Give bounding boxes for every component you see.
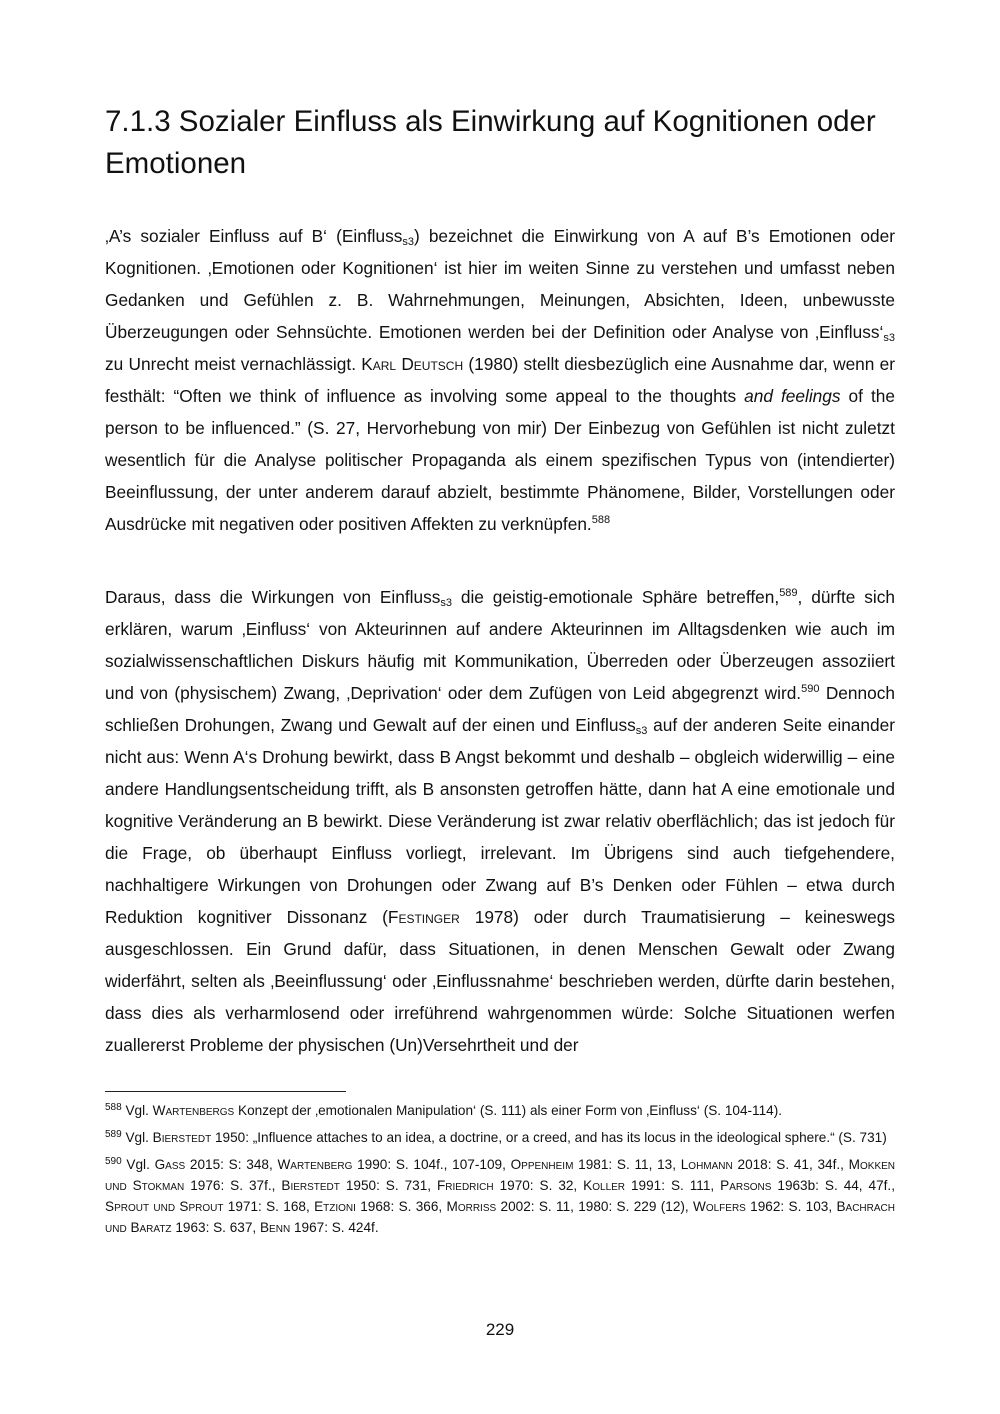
author-name: Wartenberg [277,1157,353,1172]
footnote-589 [105,1127,895,1148]
text-span: zu Unrecht meist vernachlässigt. [105,354,362,374]
text-span: 2002: S. 11, 1980: S. 229 (12), [496,1199,694,1214]
text-span: ‚A’s sozialer Einfluss auf B‘ (Einfluss [105,226,403,246]
text-span: 1963b: S. 44, 47f., [771,1178,895,1193]
author-name: Koller [583,1178,626,1193]
footnote-number: 590 [105,1156,122,1167]
text-span: 1991: S. 111, [625,1178,721,1193]
text-span: 2018: S. 41, 34f., [732,1157,849,1172]
emphasis: and feelings [744,386,841,406]
text-span: Dennoch schließen Drohungen, Zwang und Gewalt auf der einen und Einfluss [105,683,895,735]
author-name: Bachrach und Baratz [105,1199,895,1235]
author-name: Bierstedt [281,1178,340,1193]
text-span: 1981: S. 11, 13, [573,1157,681,1172]
text-span: auf der anderen Seite einander nicht aus: Wenn A‘s Drohung bewirkt, dass B Angst bekommt und deshalb – obgleich widerwillig – eine andere Handlungsentscheidung trifft, als B ansonsten getroffen hätte, dann hat A eine emotionale und kognitive Veränderung an B bewirkt. Diese Veränderung ist zwar relativ oberflächlich; das ist jedoch für die Frage, ob überhaupt Einfluss vorliegt, irrelevant. Im Übrigens sind auch tiefgehendere, nachhaltigere Wirkungen von Drohungen oder Zwang auf B’s Denken oder Fühlen – etwa durch Reduktion kognitiver Dissonanz ( [105,715,895,927]
author-name: Karl Deutsch [361,354,464,374]
text-span: Daraus, dass die Wirkungen von Einfluss [105,587,441,607]
author-name: Wartenbergs [152,1103,235,1118]
text-span: die geistig-emotionale Sphäre betreffen, [451,587,780,607]
page-number: 229 [485,1320,515,1339]
author-name: Oppenheim [510,1157,574,1172]
footnote-number: 589 [105,1129,122,1140]
footnotes [105,1100,895,1244]
author-name: Parsons [720,1178,772,1193]
text-span: , dürfte sich erklären, warum ‚Einfluss‘ von Akteurinnen auf andere Akteurinnen im Alltagsdenken wie auch im sozialwissenschaftlichen Diskurs häufig mit Kommunikation, Überreden oder Überzeugen assoziiert und von (physischem) Zwang, ‚Deprivation‘ oder dem Zufügen von Leid abgegrenzt wird. [105,587,895,703]
author-name: Festinger [387,907,460,927]
text-span: 1950: S. 731, [339,1178,437,1193]
author-name: Morriss [446,1199,497,1214]
text-span: of the person to be influenced.” (S. 27, Hervorhebung von mir) Der Einbezug von Gefühlen ist nicht zuletzt wesentlich für die Analyse politischer Propaganda als einem spezifischen Typus von (intendierter) Beeinflussung, der unter anderem darauf abzielt, bestimmte Phänomene, Bilder, Vorstellungen oder Ausdrücke mit negativen oder positiven Affekten zu verknüpfen. [105,386,895,534]
text-span: 1950: „Influence attaches to an idea, a doctrine, or a creed, and has its locus in the ideological sphere.“ (S. 731) [211,1130,887,1145]
author-name: Wolfers [693,1199,746,1214]
paragraph-2 [105,581,895,1061]
subscript-s3: s3 [635,725,648,737]
text-span: ) bezeichnet die Einwirkung von A auf B’s Emotionen oder Kognitionen. ‚Emotionen oder Kognitionen‘ ist hier im weiten Sinne zu verstehen und umfasst neben Gedanken und Gefühlen z. B. Wahrnehmungen, Meinungen, Absichten, Ideen, unbewusste Überzeugungen oder Sehnsüchte. Emotionen werden bei der Definition oder Analyse von ‚Einfluss‘ [105,226,896,342]
text-span: (1980) stellt diesbezüglich eine Ausnahme dar, wenn er festhält: “Often we think of influence as involving some appeal to the thoughts [105,354,895,406]
footnote-588 [105,1100,895,1121]
text-span: Vgl. [121,1157,155,1172]
footnote-ref-588[interactable]: 588 [591,514,611,526]
section-heading: 7.1.3 Sozialer Einfluss als Einwirkung auf Kognitionen oder Emotionen [105,105,876,180]
text-span: 1976: S. 37f., [184,1178,282,1193]
text-span: 1970: S. 32, [493,1178,584,1193]
footnote-ref-589[interactable]: 589 [779,587,798,599]
text-span: Vgl. [121,1130,153,1145]
subscript-s3: s3 [402,236,414,248]
author-name: Sprout und Sprout [105,1199,224,1214]
footnote-divider [105,1091,346,1092]
author-name: Mokken und Stokman [105,1157,896,1193]
author-name: Friedrich [436,1178,494,1193]
text-span: 1971: S. 168, [223,1199,315,1214]
footnote-ref-590[interactable]: 590 [801,683,820,695]
author-name: Gass [154,1157,186,1172]
paragraph-1 [105,220,895,540]
subscript-s3: s3 [440,597,452,609]
subscript-s3: s3 [883,332,895,344]
text-span: 1968: S. 366, [355,1199,447,1214]
author-name: Benn [259,1220,291,1235]
text-span: Vgl. [121,1103,153,1118]
text-span: 1967: S. 424f. [290,1220,379,1235]
text-span: 1990: S. 104f., 107-109, [352,1157,511,1172]
footnote-590 [105,1154,895,1238]
text-span: 1963: S. 637, [171,1220,260,1235]
footnote-number: 588 [105,1102,122,1113]
text-span: Konzept der ‚emotionalen Manipulation‘ (S. 111) als einer Form von ‚Einfluss‘ (S. 104-114). [234,1103,783,1118]
text-span: 2015: S: 348, [185,1157,278,1172]
text-span: 1962: S. 103, [745,1199,837,1214]
author-name: Etzioni [314,1199,356,1214]
author-name: Bierstedt [152,1130,212,1145]
text-span: 1978) oder durch Traumatisierung – keineswegs ausgeschlossen. Ein Grund dafür, dass Situationen, in denen Menschen Gewalt oder Zwang widerfährt, selten als ‚Beeinflussung‘ oder ‚Einflussnahme‘ beschrieben werden, dürfte darin bestehen, dass dies als verharmlosend oder irreführend wahrgenommen würde: Solche Situationen werfen zuallererst Probleme der physischen (Un)Versehrtheit und der [105,907,895,1055]
author-name: Lohmann [680,1157,733,1172]
